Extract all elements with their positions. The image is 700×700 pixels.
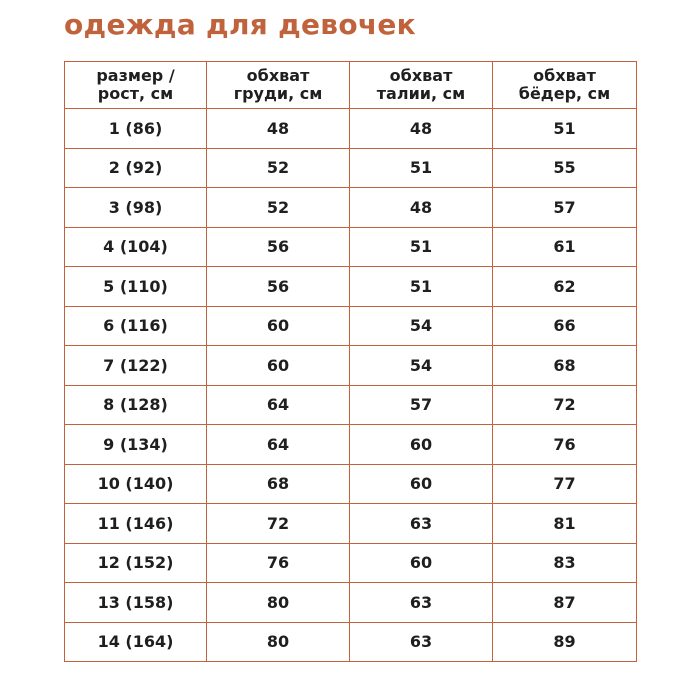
cell-waist: 57 xyxy=(350,385,493,425)
page-title: одежда для девочек xyxy=(64,8,416,41)
header-line: размер / xyxy=(96,66,175,85)
cell-size: 5 (110) xyxy=(65,267,207,307)
cell-size: 6 (116) xyxy=(65,306,207,346)
cell-waist: 48 xyxy=(350,109,493,149)
header-line: обхват xyxy=(246,66,310,85)
table-row xyxy=(65,346,637,386)
cell-hips: 57 xyxy=(493,188,637,228)
cell-waist: 54 xyxy=(350,346,493,386)
cell-hips: 81 xyxy=(493,504,637,544)
cell-chest: 68 xyxy=(207,464,350,504)
cell-hips: 89 xyxy=(493,622,637,662)
cell-chest: 48 xyxy=(207,109,350,149)
header-chest xyxy=(207,62,350,109)
header-size-height xyxy=(65,62,207,109)
cell-waist: 48 xyxy=(350,188,493,228)
cell-hips: 68 xyxy=(493,346,637,386)
cell-hips: 77 xyxy=(493,464,637,504)
cell-size: 14 (164) xyxy=(65,622,207,662)
cell-size: 12 (152) xyxy=(65,543,207,583)
cell-size: 7 (122) xyxy=(65,346,207,386)
header-line: талии, см xyxy=(376,84,466,103)
cell-waist: 63 xyxy=(350,622,493,662)
table-row xyxy=(65,504,637,544)
cell-waist: 63 xyxy=(350,583,493,623)
table-row xyxy=(65,306,637,346)
cell-waist: 63 xyxy=(350,504,493,544)
table-row xyxy=(65,385,637,425)
table-row xyxy=(65,622,637,662)
table-row xyxy=(65,464,637,504)
table-row xyxy=(65,543,637,583)
cell-hips: 76 xyxy=(493,425,637,465)
cell-waist: 51 xyxy=(350,267,493,307)
cell-waist: 60 xyxy=(350,425,493,465)
header-line: рост, см xyxy=(97,84,174,103)
header-hips xyxy=(493,62,637,109)
cell-size: 10 (140) xyxy=(65,464,207,504)
cell-hips: 87 xyxy=(493,583,637,623)
cell-hips: 55 xyxy=(493,148,637,188)
cell-chest: 60 xyxy=(207,346,350,386)
table-row xyxy=(65,583,637,623)
cell-chest: 72 xyxy=(207,504,350,544)
cell-waist: 51 xyxy=(350,227,493,267)
cell-waist: 60 xyxy=(350,464,493,504)
cell-size: 2 (92) xyxy=(65,148,207,188)
cell-size: 3 (98) xyxy=(65,188,207,228)
table-row xyxy=(65,425,637,465)
cell-chest: 64 xyxy=(207,425,350,465)
cell-size: 4 (104) xyxy=(65,227,207,267)
table-row xyxy=(65,148,637,188)
cell-chest: 60 xyxy=(207,306,350,346)
cell-size: 8 (128) xyxy=(65,385,207,425)
cell-waist: 54 xyxy=(350,306,493,346)
table-row xyxy=(65,227,637,267)
header-line: груди, см xyxy=(233,84,323,103)
size-chart-table xyxy=(64,61,637,662)
header-line: бёдер, см xyxy=(518,84,611,103)
table-row xyxy=(65,109,637,149)
cell-size: 9 (134) xyxy=(65,425,207,465)
cell-chest: 56 xyxy=(207,227,350,267)
cell-size: 1 (86) xyxy=(65,109,207,149)
header-waist xyxy=(350,62,493,109)
table-header-row xyxy=(65,62,637,109)
cell-hips: 51 xyxy=(493,109,637,149)
cell-size: 11 (146) xyxy=(65,504,207,544)
cell-hips: 83 xyxy=(493,543,637,583)
cell-hips: 61 xyxy=(493,227,637,267)
cell-chest: 52 xyxy=(207,188,350,228)
cell-waist: 51 xyxy=(350,148,493,188)
cell-chest: 64 xyxy=(207,385,350,425)
header-line: обхват xyxy=(533,66,596,85)
cell-size: 13 (158) xyxy=(65,583,207,623)
cell-hips: 62 xyxy=(493,267,637,307)
cell-hips: 66 xyxy=(493,306,637,346)
cell-waist: 60 xyxy=(350,543,493,583)
cell-chest: 56 xyxy=(207,267,350,307)
cell-chest: 76 xyxy=(207,543,350,583)
cell-chest: 80 xyxy=(207,583,350,623)
cell-chest: 52 xyxy=(207,148,350,188)
table-row xyxy=(65,267,637,307)
cell-chest: 80 xyxy=(207,622,350,662)
cell-hips: 72 xyxy=(493,385,637,425)
header-line: обхват xyxy=(389,66,453,85)
table-body xyxy=(65,109,637,662)
table-row xyxy=(65,188,637,228)
